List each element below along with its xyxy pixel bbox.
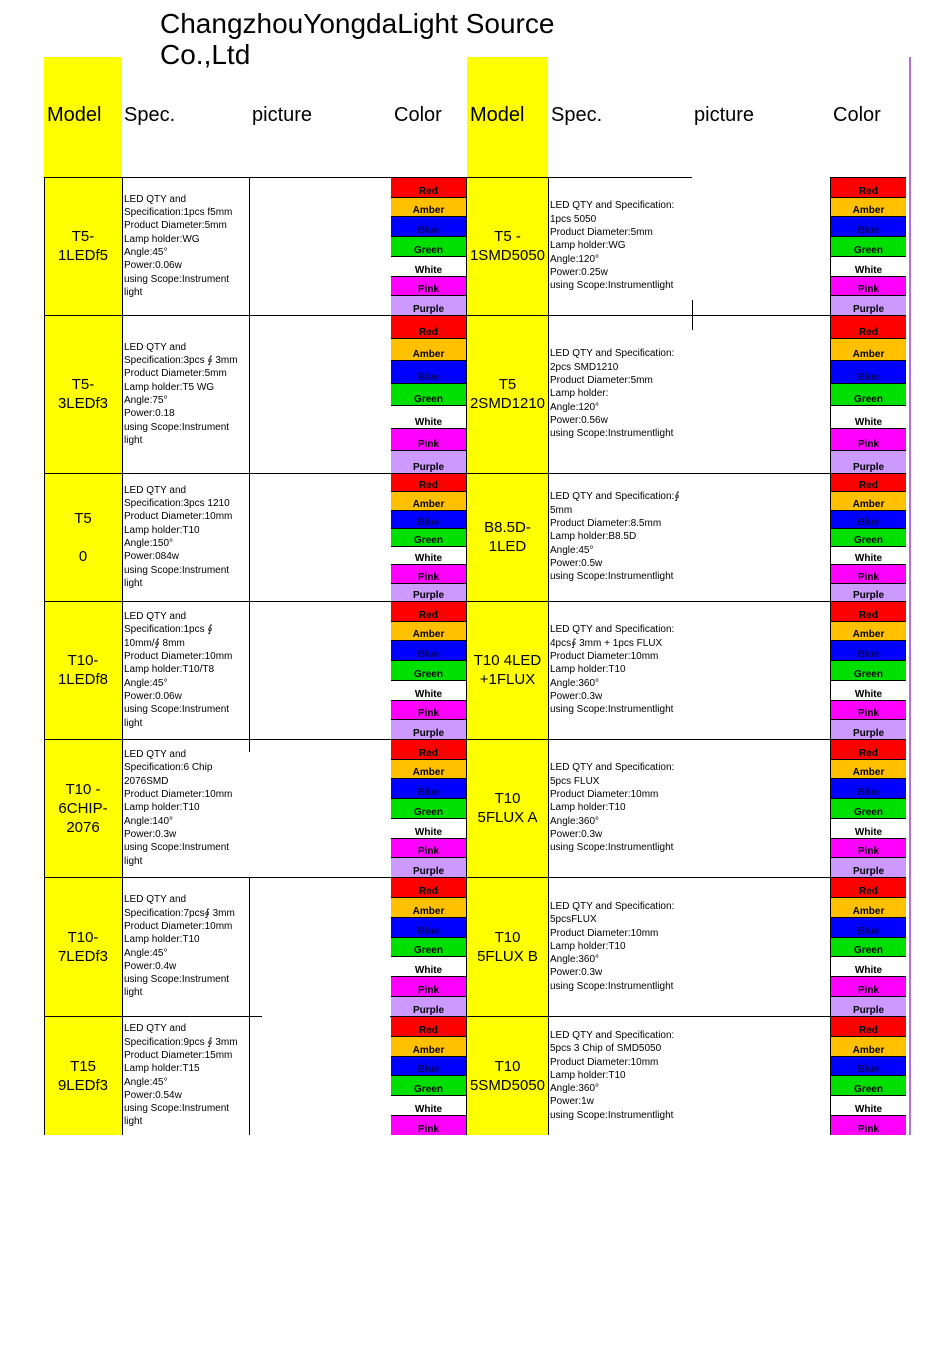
- left-spec-text: LED QTY and Specification:3pcs ∮ 3mm Product Diameter:5mm Lamp holder:T5 WG Angle:75° Power:0.18 using Scope:Instrument light: [124, 341, 238, 446]
- color-swatch-white: [831, 818, 906, 838]
- color-label: Pink: [857, 439, 880, 451]
- left-spec-text: LED QTY and Specification:9pcs ∮ 3mm Product Diameter:15mm Lamp holder:T15 Angle:45° Power:0.54w using Scope:Instrument light: [124, 1023, 238, 1128]
- color-swatch-red: [831, 877, 906, 897]
- color-label: White: [854, 264, 883, 276]
- color-swatch-white: [831, 680, 906, 700]
- left-model-name: T10- 7LEDf3: [57, 928, 109, 965]
- left-spec-text: LED QTY and Specification:1pcs f5mm Product Diameter:5mm Lamp holder:WG Angle:45° Power:0.06w using Scope:Instrument light: [124, 193, 233, 298]
- color-swatch-white: [391, 1095, 466, 1115]
- color-label: White: [854, 553, 883, 565]
- color-label: Amber: [852, 629, 885, 641]
- color-label: Blue: [417, 516, 440, 528]
- color-label: Pink: [417, 571, 440, 583]
- color-label: Green: [414, 394, 443, 406]
- color-swatch-green: [391, 236, 466, 256]
- color-label: Purple: [412, 303, 445, 315]
- color-swatch-white: [391, 956, 466, 976]
- right-spec-text: LED QTY and Specification: 4pcs∮ 3mm + 1pcs FLUX Product Diameter:10mm Lamp holder:T10 Angle:360° Power:0.3w using Scope:Instrumentlight: [550, 624, 675, 716]
- color-swatch-purple: [831, 996, 906, 1016]
- left-model-name: T5- 3LEDf3: [57, 376, 109, 412]
- color-swatch-blue: [831, 917, 906, 937]
- color-label: Red: [859, 885, 878, 897]
- color-label: Purple: [852, 461, 885, 473]
- color-swatch-red: [831, 177, 906, 197]
- color-swatch-purple: [391, 583, 466, 601]
- color-label: Blue: [417, 1064, 440, 1076]
- color-swatch-red: [391, 177, 466, 197]
- color-label: Pink: [857, 571, 880, 583]
- color-label: Red: [419, 885, 438, 897]
- color-label: Red: [419, 326, 438, 338]
- color-swatch-blue: [391, 510, 466, 528]
- color-swatch-red: [391, 473, 466, 491]
- right-model-name: T5 2SMD1210: [469, 376, 546, 412]
- color-label: Pink: [857, 985, 880, 997]
- header-right-model: Model: [470, 104, 525, 126]
- color-label: Red: [859, 609, 878, 621]
- color-label: Blue: [857, 225, 880, 237]
- color-swatch-purple: [391, 996, 466, 1016]
- color-swatch-purple: [831, 719, 906, 739]
- color-swatch-amber: [831, 197, 906, 217]
- color-label: Purple: [852, 865, 885, 877]
- page-edge-line: [909, 57, 911, 1135]
- color-label: Purple: [852, 303, 885, 315]
- left-model-name: T15 9LEDf3: [57, 1057, 109, 1094]
- color-label: Amber: [412, 205, 445, 217]
- color-swatch-green: [391, 383, 466, 406]
- color-label: Amber: [852, 349, 885, 361]
- color-label: Amber: [412, 1044, 445, 1056]
- color-swatch-amber: [391, 197, 466, 217]
- color-label: Blue: [417, 225, 440, 237]
- color-label: White: [854, 965, 883, 977]
- color-swatch-blue: [391, 778, 466, 798]
- color-label: Pink: [417, 846, 440, 858]
- color-swatch-white: [391, 256, 466, 276]
- color-label: Amber: [412, 767, 445, 779]
- left-model-name: T10 - 6CHIP- 2076: [58, 780, 108, 836]
- color-label: Amber: [852, 767, 885, 779]
- color-swatch-amber: [391, 897, 466, 917]
- color-label: Purple: [412, 461, 445, 473]
- color-swatch-blue: [391, 917, 466, 937]
- color-label: Red: [859, 747, 878, 759]
- color-swatch-pink: [391, 1115, 466, 1135]
- color-swatch-amber: [391, 338, 466, 361]
- right-spec-text: LED QTY and Specification: 5pcsFLUX Product Diameter:10mm Lamp holder:T10 Angle:360° Power:0.3w using Scope:Instrumentlight: [550, 900, 675, 992]
- color-swatch-green: [391, 798, 466, 818]
- color-swatch-amber: [831, 1036, 906, 1056]
- left-spec-text: LED QTY and Specification:7pcs∮ 3mm Product Diameter:10mm Lamp holder:T10 Angle:45° Power:0.4w using Scope:Instrument light: [124, 894, 235, 999]
- color-swatch-blue: [831, 360, 906, 383]
- color-label: Green: [854, 668, 883, 680]
- right-model-name: B8.5D- 1LED: [484, 519, 531, 555]
- color-label: White: [414, 553, 443, 565]
- color-label: White: [414, 688, 443, 700]
- grid-line: [548, 177, 549, 1135]
- color-label: Green: [414, 244, 443, 256]
- color-label: Amber: [412, 349, 445, 361]
- color-label: Purple: [412, 727, 445, 739]
- color-label: Green: [414, 1084, 443, 1096]
- grid-line: [249, 177, 250, 752]
- color-label: White: [414, 264, 443, 276]
- color-label: Blue: [857, 787, 880, 799]
- color-swatch-pink: [391, 700, 466, 720]
- color-swatch-pink: [831, 976, 906, 996]
- color-swatch-red: [831, 315, 906, 338]
- color-swatch-red: [391, 315, 466, 338]
- color-label: Purple: [852, 589, 885, 601]
- color-label: White: [854, 1103, 883, 1115]
- color-swatch-pink: [831, 700, 906, 720]
- color-swatch-pink: [391, 838, 466, 858]
- color-label: Green: [854, 945, 883, 957]
- color-swatch-purple: [831, 450, 906, 473]
- color-label: Red: [419, 185, 438, 197]
- color-label: Red: [419, 747, 438, 759]
- color-swatch-red: [391, 739, 466, 759]
- color-swatch-purple: [831, 295, 906, 315]
- color-swatch-green: [391, 528, 466, 546]
- color-label: Pink: [417, 708, 440, 720]
- color-label: Red: [419, 480, 438, 492]
- color-label: Purple: [852, 727, 885, 739]
- color-swatch-pink: [391, 276, 466, 296]
- color-swatch-red: [391, 601, 466, 621]
- color-swatch-pink: [391, 564, 466, 582]
- color-swatch-purple: [391, 295, 466, 315]
- color-swatch-green: [831, 937, 906, 957]
- color-swatch-red: [391, 877, 466, 897]
- color-swatch-amber: [831, 338, 906, 361]
- left-spec-text: LED QTY and Specification:6 Chip 2076SMD Product Diameter:10mm Lamp holder:T10 Angle:140° Power:0.3w using Scope:Instrument light: [124, 749, 233, 867]
- color-label: Pink: [857, 284, 880, 296]
- color-swatch-pink: [831, 1115, 906, 1135]
- left-spec-text: LED QTY and Specification:1pcs ∮ 10mm/∮ 8mm Product Diameter:10mm Lamp holder:T10/T8 Angle:45° Power:0.06w using Scope:Instrument light: [124, 611, 233, 729]
- color-label: White: [414, 965, 443, 977]
- color-swatch-blue: [831, 640, 906, 660]
- color-swatch-amber: [831, 759, 906, 779]
- header-left-picture: picture: [252, 104, 313, 126]
- color-label: Purple: [412, 589, 445, 601]
- color-label: Pink: [417, 439, 440, 451]
- color-label: Red: [419, 1024, 438, 1036]
- color-swatch-green: [391, 660, 466, 680]
- color-label: White: [854, 826, 883, 838]
- color-label: Pink: [417, 1123, 440, 1135]
- color-swatch-purple: [831, 583, 906, 601]
- color-label: Green: [414, 535, 443, 547]
- color-swatch-amber: [391, 1036, 466, 1056]
- color-swatch-red: [831, 739, 906, 759]
- color-swatch-pink: [831, 564, 906, 582]
- color-label: Blue: [857, 371, 880, 383]
- color-label: Blue: [417, 787, 440, 799]
- color-label: White: [854, 416, 883, 428]
- grid-line: [122, 177, 123, 1135]
- color-label: Blue: [417, 649, 440, 661]
- header-right-picture: picture: [694, 104, 755, 126]
- right-model-name: T10 4LED +1FLUX: [473, 652, 542, 688]
- color-swatch-green: [831, 236, 906, 256]
- color-swatch-pink: [831, 276, 906, 296]
- color-label: Amber: [412, 629, 445, 641]
- color-swatch-pink: [831, 428, 906, 451]
- color-swatch-white: [391, 818, 466, 838]
- color-label: Green: [854, 1084, 883, 1096]
- color-swatch-red: [831, 473, 906, 491]
- color-label: Amber: [852, 205, 885, 217]
- color-label: White: [854, 688, 883, 700]
- color-label: White: [414, 1103, 443, 1115]
- color-label: Green: [854, 806, 883, 818]
- color-swatch-green: [831, 798, 906, 818]
- color-swatch-white: [831, 405, 906, 428]
- right-spec-text: LED QTY and Specification: 2pcs SMD1210 Product Diameter:5mm Lamp holder: Angle:120° Power:0.56w using Scope:Instrumentlight: [550, 348, 675, 440]
- color-label: Blue: [417, 371, 440, 383]
- color-label: Blue: [857, 1064, 880, 1076]
- right-spec-text: LED QTY and Specification:∮ 5mm Product Diameter:8.5mm Lamp holder:B8.5D Angle:45° Power:0.5w using Scope:Instrumentlight: [550, 491, 680, 583]
- color-swatch-pink: [391, 428, 466, 451]
- color-swatch-white: [831, 956, 906, 976]
- color-label: Red: [859, 185, 878, 197]
- color-swatch-amber: [391, 759, 466, 779]
- color-label: Pink: [417, 985, 440, 997]
- right-spec-text: LED QTY and Specification: 5pcs FLUX Product Diameter:10mm Lamp holder:T10 Angle:360° Power:0.3w using Scope:Instrumentlight: [550, 762, 675, 854]
- color-swatch-green: [831, 660, 906, 680]
- color-swatch-green: [831, 1075, 906, 1095]
- left-model-name: T5- 1LEDf5: [57, 228, 109, 264]
- color-swatch-white: [391, 546, 466, 564]
- color-swatch-amber: [391, 491, 466, 509]
- header-left-model: Model: [47, 104, 102, 126]
- color-label: Green: [854, 394, 883, 406]
- color-swatch-blue: [391, 360, 466, 383]
- color-label: Blue: [857, 649, 880, 661]
- color-swatch-purple: [391, 450, 466, 473]
- color-label: Green: [414, 945, 443, 957]
- color-label: Green: [414, 806, 443, 818]
- color-swatch-white: [831, 256, 906, 276]
- header-left-color: Color: [394, 104, 442, 126]
- color-swatch-green: [391, 1075, 466, 1095]
- color-swatch-pink: [831, 838, 906, 858]
- right-spec-text: LED QTY and Specification: 1pcs 5050 Product Diameter:5mm Lamp holder:WG Angle:120° Power:0.25w using Scope:Instrumentlight: [550, 200, 675, 292]
- color-swatch-amber: [391, 621, 466, 641]
- color-swatch-red: [391, 1016, 466, 1036]
- color-swatch-white: [391, 680, 466, 700]
- color-swatch-blue: [831, 216, 906, 236]
- color-label: Amber: [852, 905, 885, 917]
- color-swatch-red: [831, 601, 906, 621]
- right-model-name: T10 5SMD5050: [469, 1057, 546, 1094]
- color-swatch-green: [391, 937, 466, 957]
- color-label: Blue: [857, 925, 880, 937]
- color-swatch-blue: [831, 510, 906, 528]
- color-swatch-white: [831, 1095, 906, 1115]
- right-model-name: T10 5FLUX A: [477, 790, 538, 826]
- left-model-name: T5 0: [74, 509, 92, 565]
- color-swatch-red: [831, 1016, 906, 1036]
- color-label: Pink: [857, 1123, 880, 1135]
- color-label: Green: [414, 668, 443, 680]
- color-label: Purple: [412, 865, 445, 877]
- color-swatch-blue: [391, 216, 466, 236]
- color-label: Red: [859, 326, 878, 338]
- header-left-spec: Spec.: [124, 104, 176, 126]
- color-label: Green: [854, 244, 883, 256]
- color-label: Green: [854, 535, 883, 547]
- color-swatch-blue: [831, 778, 906, 798]
- color-label: Blue: [857, 516, 880, 528]
- color-label: White: [414, 416, 443, 428]
- color-label: Pink: [417, 284, 440, 296]
- color-swatch-amber: [831, 621, 906, 641]
- color-swatch-blue: [831, 1056, 906, 1076]
- left-model-name: T10- 1LEDf8: [57, 652, 109, 688]
- color-swatch-pink: [391, 976, 466, 996]
- color-swatch-purple: [391, 857, 466, 877]
- color-label: Purple: [852, 1004, 885, 1016]
- color-label: White: [414, 826, 443, 838]
- color-label: Red: [859, 1024, 878, 1036]
- color-label: Amber: [412, 905, 445, 917]
- color-label: Pink: [857, 708, 880, 720]
- color-swatch-purple: [831, 857, 906, 877]
- color-swatch-amber: [831, 897, 906, 917]
- right-spec-text: LED QTY and Specification: 5pcs 3 Chip of SMD5050 Product Diameter:10mm Lamp holder:T10 Angle:360° Power:1w using Scope:Instrumentlight: [550, 1029, 675, 1121]
- color-label: Red: [419, 609, 438, 621]
- header-right-color: Color: [833, 104, 881, 126]
- right-model-name: T5 - 1SMD5050: [469, 228, 546, 264]
- color-label: Pink: [857, 846, 880, 858]
- color-swatch-white: [391, 405, 466, 428]
- color-swatch-white: [831, 546, 906, 564]
- color-swatch-green: [831, 383, 906, 406]
- color-label: Red: [859, 480, 878, 492]
- color-label: Purple: [412, 1004, 445, 1016]
- right-model-name: T10 5FLUX B: [477, 928, 538, 965]
- color-swatch-green: [831, 528, 906, 546]
- color-swatch-blue: [391, 640, 466, 660]
- header-right-spec: Spec.: [551, 104, 603, 126]
- color-label: Blue: [417, 925, 440, 937]
- color-swatch-purple: [391, 719, 466, 739]
- document-title: ChangzhouYongdaLight Source Co.,Ltd: [160, 8, 555, 70]
- color-swatch-blue: [391, 1056, 466, 1076]
- left-spec-text: LED QTY and Specification:3pcs 1210 Product Diameter:10mm Lamp holder:T10 Angle:150° Power:084w using Scope:Instrument light: [124, 484, 233, 589]
- color-label: Amber: [852, 1044, 885, 1056]
- grid-line: [249, 878, 250, 1135]
- color-label: Amber: [412, 498, 445, 510]
- color-swatch-amber: [831, 491, 906, 509]
- color-label: Amber: [852, 498, 885, 510]
